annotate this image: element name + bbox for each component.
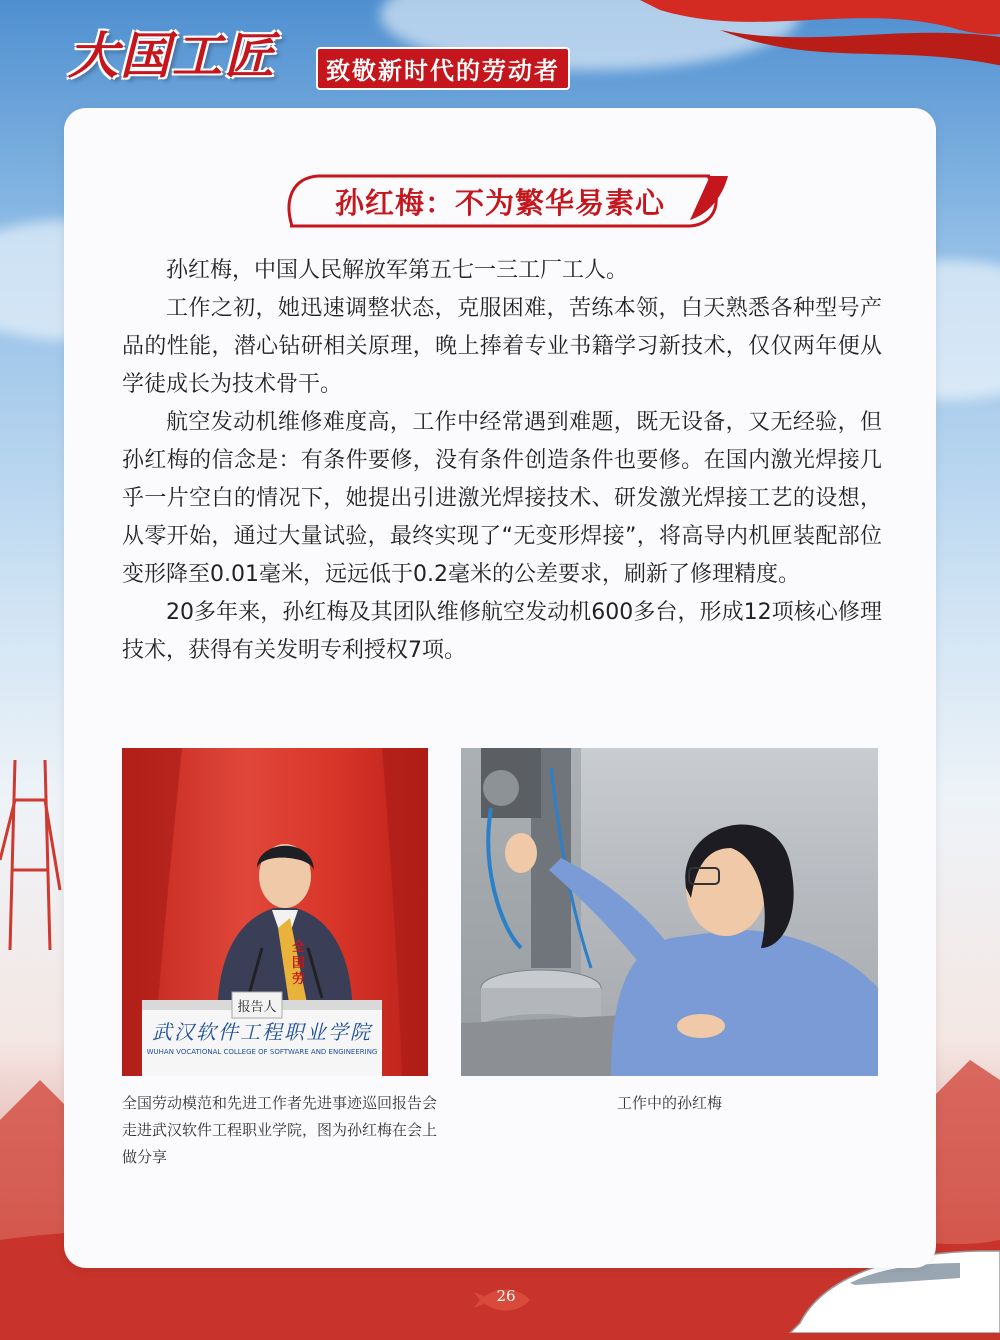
podium-tag-text: 报告人 (237, 1000, 277, 1015)
podium-school-name: 武汉软件工程职业学院 (152, 1020, 372, 1044)
bridge-tower-decoration (0, 760, 70, 960)
header-subtitle-text: 致敬新时代的劳动者 (318, 49, 568, 88)
worker-photo-illustration (461, 748, 878, 1076)
photo-caption-left: 全国劳动模范和先进工作者先进事迹巡回报告会走进武汉软件工程职业学院，图为孙红梅在会上做分享 (122, 1094, 438, 1166)
header-title: 大国工匠 (68, 26, 276, 85)
page-number: 26 (496, 1287, 516, 1305)
article-title-banner (270, 170, 730, 232)
sash-text: 全国劳 (292, 940, 306, 987)
photo-working-at-machine (461, 748, 878, 1076)
article-title: 孙红梅：不为繁华易素心 (334, 185, 665, 220)
article-body (122, 252, 882, 670)
paragraph: 工作之初，她迅速调整状态，克服困难，苦练本领，白天熟悉各种型号产品的性能，潜心钻研相关原理，晚上捧着专业书籍学习新技术，仅仅两年便从学徒成长为技术骨干。 (122, 296, 882, 397)
podium-school-english: WUHAN VOCATIONAL COLLEGE OF SOFTWARE AND ENGINEERING (146, 1048, 378, 1056)
photo-caption-right: 工作中的孙红梅 (616, 1094, 722, 1112)
paragraph: 孙红梅，中国人民解放军第五七一三工厂工人。 (166, 258, 629, 283)
header-subtitle (308, 50, 578, 86)
paragraph: 航空发动机维修难度高，工作中经常遇到难题，既无设备，又无经验，但孙红梅的信念是：有条件要修，没有条件创造条件也要修。在国内激光焊接几乎一片空白的情况下，她提出引进激光焊接技术、研发激光焊接工艺的设想，从零开始，通过大量试验，最终实现了“无变形焊接”，将高导内机匣装配部位变形降至0.01毫米，远远低于0.2毫米的公差要求，刷新了修理精度。 (122, 410, 882, 587)
paragraph: 20多年来，孙红梅及其团队维修航空发动机600多台，形成12项核心修理技术，获得有关发明专利授权7项。 (122, 600, 882, 663)
photo-speaker-at-podium (122, 748, 428, 1076)
